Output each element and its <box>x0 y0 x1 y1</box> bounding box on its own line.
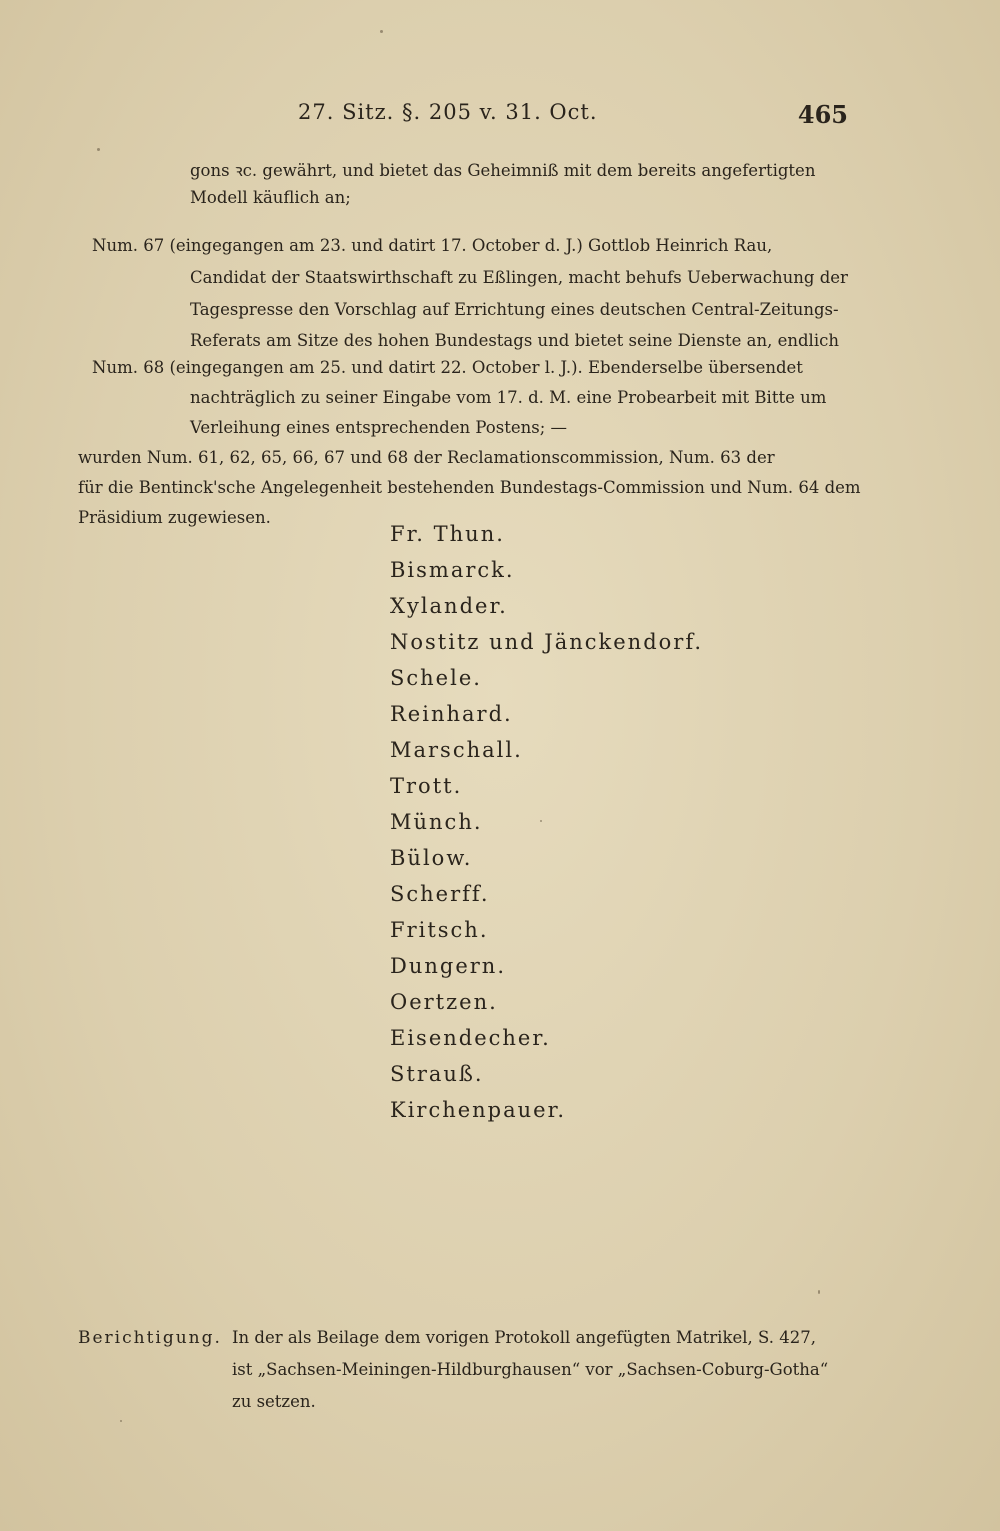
signature: Fritsch. <box>390 918 489 942</box>
signature: Strauß. <box>390 1062 484 1086</box>
signature: Eisendecher. <box>390 1026 551 1050</box>
text-line: für die Bentinck'sche Angelegenheit bestehenden Bundestags-Commission und Num. 64 dem <box>78 478 861 497</box>
text-line: zu setzen. <box>232 1392 316 1411</box>
signature: Bülow. <box>390 846 473 870</box>
text-line: Num. 67 (eingegangen am 23. und datirt 17. October d. J.) Gottlob Heinrich Rau, <box>92 236 773 255</box>
text-line: nachträglich zu seiner Eingabe vom 17. d. M. eine Probearbeit mit Bitte um <box>190 388 827 407</box>
page-number: 465 <box>797 100 848 129</box>
text-line: Verleihung eines entsprechenden Postens; — <box>190 418 567 437</box>
text-line: Modell käuflich an; <box>190 188 351 207</box>
signature: Münch. <box>390 810 483 834</box>
signature: Oertzen. <box>390 990 498 1014</box>
text-line: Präsidium zugewiesen. <box>78 508 271 527</box>
signature: Scherff. <box>390 882 490 906</box>
paper-speck <box>540 820 542 822</box>
signature: Marschall. <box>390 738 523 762</box>
text-line: In der als Beilage dem vorigen Protokoll angefügten Matrikel, S. 427, <box>232 1328 816 1347</box>
running-head: 27. Sitz. §. 205 v. 31. Oct. <box>298 100 598 124</box>
text-line: gons ꝛc. gewährt, und bietet das Geheimniß mit dem bereits angefertigten <box>190 161 816 180</box>
signature: Trott. <box>390 774 463 798</box>
text-line: wurden Num. 61, 62, 65, 66, 67 und 68 der Reclamationscommission, Num. 63 der <box>78 448 775 467</box>
paper-speck <box>818 1290 820 1294</box>
signature: Dungern. <box>390 954 506 978</box>
paper-speck <box>380 30 383 33</box>
signature: Reinhard. <box>390 702 513 726</box>
text-line: Tagespresse den Vorschlag auf Errichtung eines deutschen Central-Zeitungs- <box>190 300 839 319</box>
text-line: ist „Sachsen-Meiningen-Hildburghausen“ vor „Sachsen-Coburg-Gotha“ <box>232 1360 829 1379</box>
paper-speck <box>97 148 100 151</box>
signature: Xylander. <box>390 594 508 618</box>
text-line: Num. 68 (eingegangen am 25. und datirt 22. October l. J.). Ebenderselbe übersendet <box>92 358 803 377</box>
erratum-label: Berichtigung. <box>78 1328 222 1348</box>
signature: Kirchenpauer. <box>390 1098 567 1122</box>
signature: Bismarck. <box>390 558 515 582</box>
signature: Schele. <box>390 666 482 690</box>
text-line: Referats am Sitze des hohen Bundestags und bietet seine Dienste an, endlich <box>190 331 839 350</box>
text-line: Candidat der Staatswirthschaft zu Eßlingen, macht behufs Ueberwachung der <box>190 268 848 287</box>
signature: Nostitz und Jänckendorf. <box>390 630 704 654</box>
page-header <box>0 100 1000 134</box>
signature: Fr. Thun. <box>390 522 505 546</box>
paper-speck <box>120 1420 122 1422</box>
signature-list <box>390 516 703 1128</box>
